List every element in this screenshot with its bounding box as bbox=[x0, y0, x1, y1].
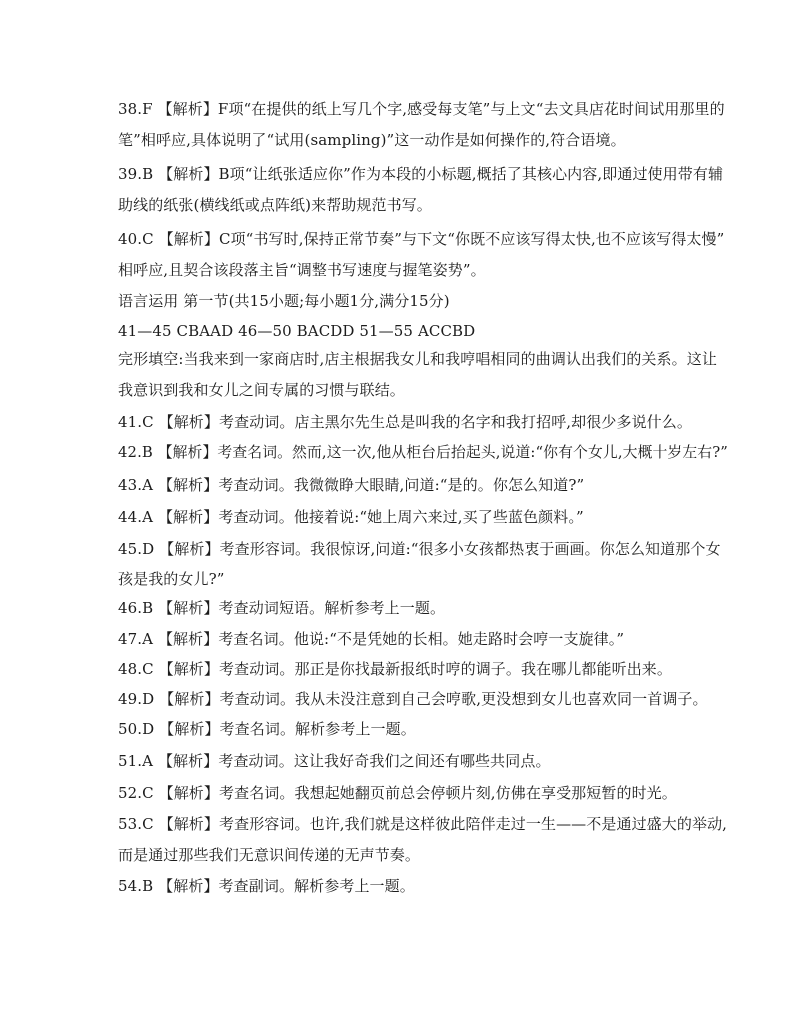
answer-44: 44.A 【解析】考查动词。他接着说:“她上周六来过,买了些蓝色颜料。” bbox=[118, 508, 584, 526]
answer-42: 42.B 【解析】考查名词。然而,这一次,他从柜台后抬起头,说道:“你有个女儿,大概十岁左右?” bbox=[118, 444, 728, 461]
answer-47: 47.A 【解析】考查名词。他说:“不是凭她的长相。她走路时会哼一支旋律。” bbox=[118, 630, 625, 648]
answer-46: 46.B 【解析】考查动词短语。解析参考上一题。 bbox=[118, 599, 446, 617]
answer-45-line-2: 孩是我的女儿?” bbox=[118, 570, 225, 588]
answer-50: 50.D 【解析】考查名词。解析参考上一题。 bbox=[118, 720, 416, 738]
cloze-summary-line-1: 完形填空:当我来到一家商店时,店主根据我女儿和我哼唱相同的曲调认出我们的关系。这让 bbox=[118, 350, 717, 368]
cloze-summary-line-2: 我意识到我和女儿之间专属的习惯与联结。 bbox=[118, 381, 405, 399]
answer-40-line-2: 相呼应,且契合该段落主旨“调整书写速度与握笔姿势”。 bbox=[118, 261, 486, 279]
answer-39-line-2: 助线的纸张(横线纸或点阵纸)来帮助规范书写。 bbox=[118, 196, 432, 214]
answer-key-41-55: 41—45 CBAAD 46—50 BACDD 51—55 ACCBD bbox=[118, 322, 476, 340]
answer-40-line-1: 40.C 【解析】C项“书写时,保持正常节奏”与下文“你既不应该写得太快,也不应该写得太慢” bbox=[118, 230, 725, 248]
answer-52: 52.C 【解析】考查名词。我想起她翻页前总会停顿片刻,仿佛在享受那短暂的时光。 bbox=[118, 784, 677, 802]
answer-53-line-1: 53.C 【解析】考查形容词。也许,我们就是这样彼此陪伴走过一生——不是通过盛大的举动, bbox=[118, 815, 728, 833]
section-heading: 语言运用 第一节(共15小题;每小题1分,满分15分) bbox=[118, 292, 450, 310]
answer-54: 54.B 【解析】考查副词。解析参考上一题。 bbox=[118, 877, 415, 895]
answer-49: 49.D 【解析】考查动词。我从未没注意到自己会哼歌,更没想到女儿也喜欢同一首调子。 bbox=[118, 690, 708, 708]
answer-45-line-1: 45.D 【解析】考查形容词。我很惊讶,问道:“很多小女孩都热衷于画画。你怎么知道那个女 bbox=[118, 540, 721, 558]
answer-43: 43.A 【解析】考查动词。我微微睁大眼睛,问道:“是的。你怎么知道?” bbox=[118, 476, 585, 494]
answer-38-line-2: 笔”相呼应,具体说明了“试用(sampling)”这一动作是如何操作的,符合语境。 bbox=[118, 131, 626, 149]
answer-51: 51.A 【解析】考查动词。这让我好奇我们之间还有哪些共同点。 bbox=[118, 752, 551, 770]
answer-48: 48.C 【解析】考查动词。那正是你找最新报纸时哼的调子。我在哪儿都能听出来。 bbox=[118, 660, 673, 678]
answer-41: 41.C 【解析】考查动词。店主黑尔先生总是叫我的名字和我打招呼,却很少多说什么。 bbox=[118, 413, 692, 431]
answer-39-line-1: 39.B 【解析】B项“让纸张适应你”作为本段的小标题,概括了其核心内容,即通过使用带有辅 bbox=[118, 165, 724, 183]
answer-53-line-2: 而是通过那些我们无意识间传递的无声节奏。 bbox=[118, 846, 421, 864]
answer-38-line-1: 38.F 【解析】F项“在提供的纸上写几个字,感受每支笔”与上文“去文具店花时间试用那里的 bbox=[118, 100, 725, 118]
